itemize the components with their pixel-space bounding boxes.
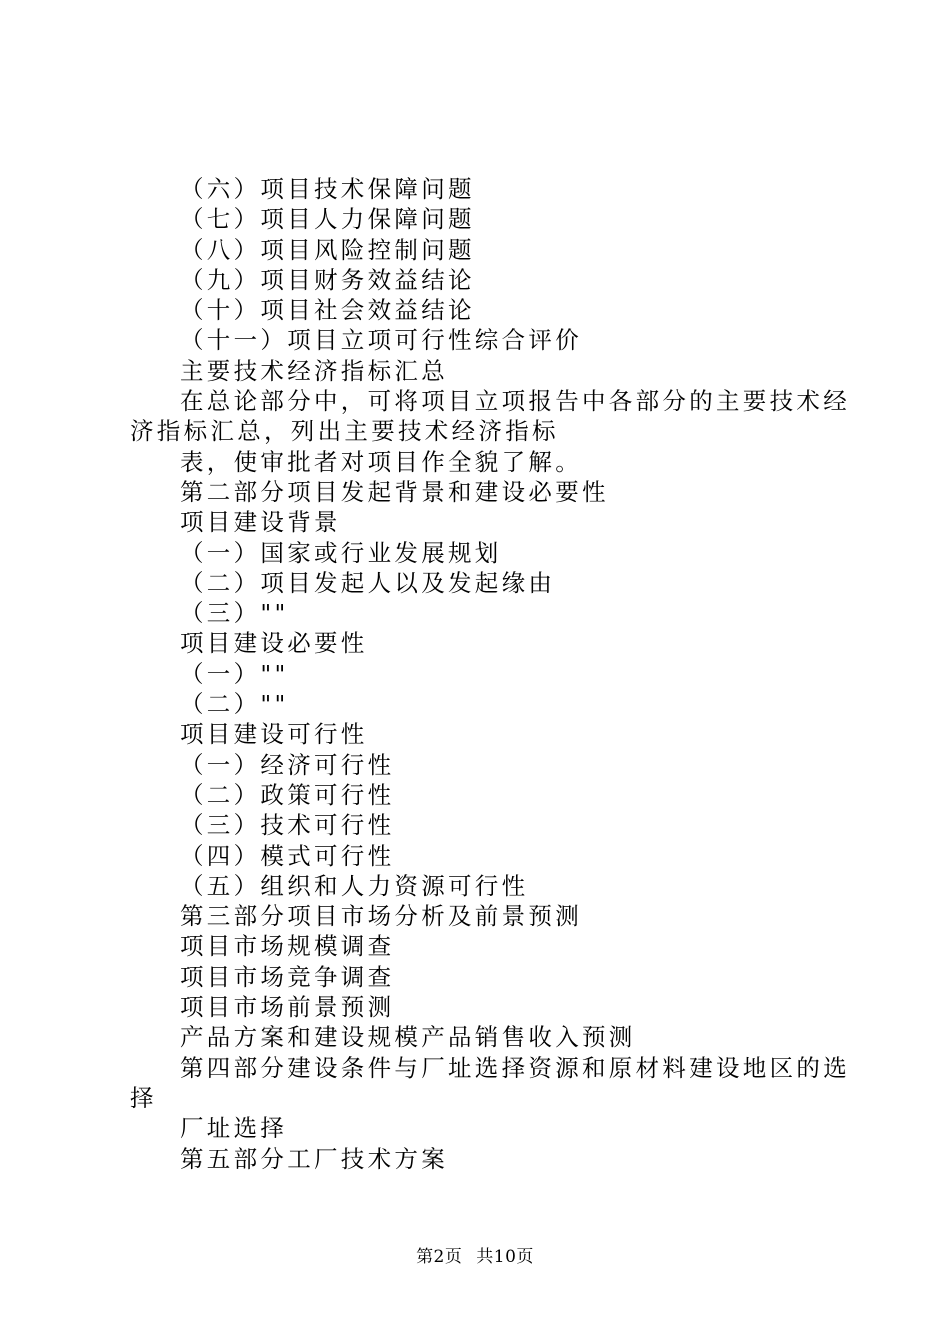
text-line: （五）组织和人力资源可行性 [180, 871, 529, 900]
section-heading: 项目建设可行性 [180, 720, 368, 749]
page-footer [0, 1242, 950, 1267]
section-heading: 厂址选择 [180, 1114, 288, 1143]
page-total: 共10页 [476, 1247, 534, 1267]
paragraph-line: 济指标汇总，列出主要技术经济指标 [130, 417, 559, 446]
section-heading: 产品方案和建设规模产品销售收入预测 [180, 1023, 636, 1052]
text-line: （一）经济可行性 [180, 750, 395, 779]
text-line: （二）项目发起人以及发起缘由 [180, 568, 556, 597]
text-line: （七）项目人力保障问题 [180, 205, 475, 234]
section-heading: 项目市场竞争调查 [180, 962, 395, 991]
text-line: （三）"" [180, 599, 289, 628]
page-number: 第2页 [416, 1247, 463, 1267]
section-heading: 项目建设背景 [180, 508, 341, 537]
part-heading: 第二部分项目发起背景和建设必要性 [180, 477, 609, 506]
text-line: （一）"" [180, 659, 289, 688]
part-heading: 第五部分工厂技术方案 [180, 1144, 448, 1173]
paragraph-line: 表，使审批者对项目作全貌了解。 [180, 447, 582, 476]
text-line: （八）项目风险控制问题 [180, 235, 475, 264]
section-heading: 项目建设必要性 [180, 629, 368, 658]
text-line: （三）技术可行性 [180, 811, 395, 840]
document-body [0, 174, 950, 1174]
text-line: （十一）项目立项可行性综合评价 [180, 326, 582, 355]
text-line: （四）模式可行性 [180, 841, 395, 870]
section-heading: 项目市场规模调查 [180, 932, 395, 961]
section-heading: 项目市场前景预测 [180, 993, 395, 1022]
paragraph-line: 在总论部分中，可将项目立项报告中各部分的主要技术经 [180, 387, 850, 416]
text-line: （二）"" [180, 690, 289, 719]
text-line: （九）项目财务效益结论 [180, 265, 475, 294]
part-heading: 第四部分建设条件与厂址选择资源和原材料建设地区的选 [180, 1053, 850, 1082]
text-line: （二）政策可行性 [180, 780, 395, 809]
part-heading: 第三部分项目市场分析及前景预测 [180, 902, 582, 931]
part-heading-continuation: 择 [130, 1083, 157, 1112]
text-line: （十）项目社会效益结论 [180, 296, 475, 325]
section-heading: 主要技术经济指标汇总 [180, 356, 448, 385]
text-line: （六）项目技术保障问题 [180, 175, 475, 203]
text-line: （一）国家或行业发展规划 [180, 538, 502, 567]
